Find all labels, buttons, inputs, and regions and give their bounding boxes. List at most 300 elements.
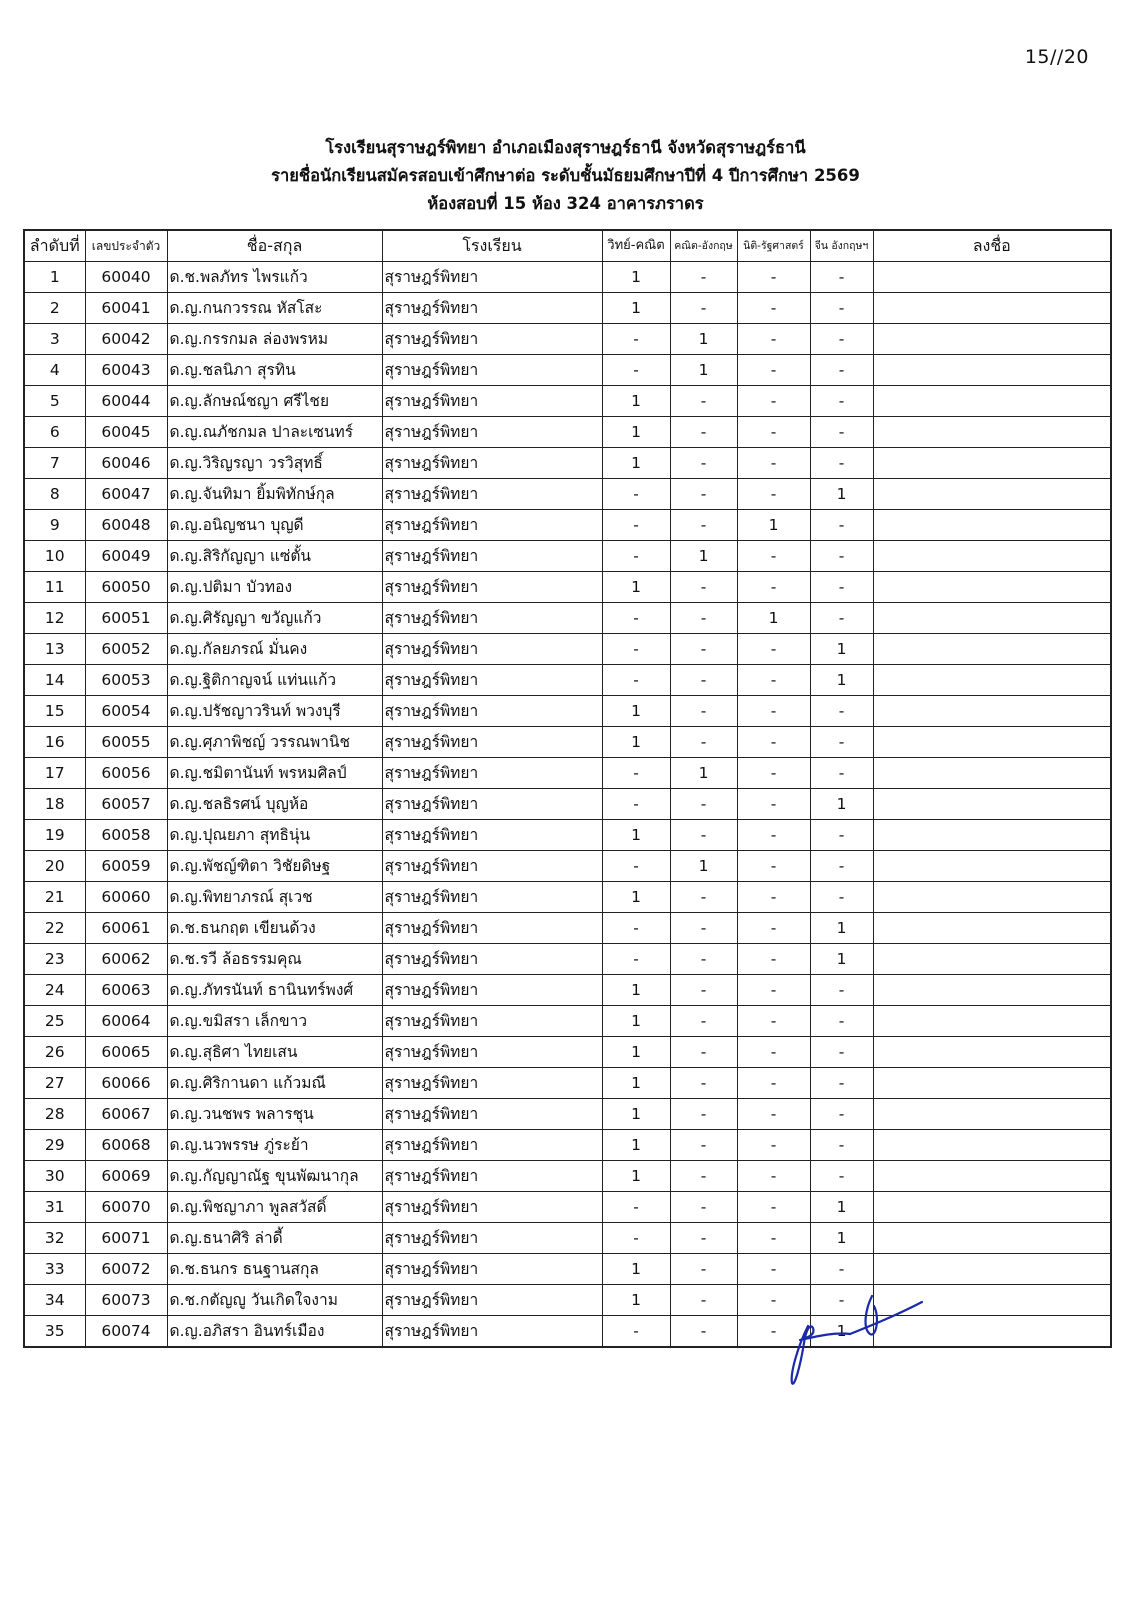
cell-sci-math: 1 (602, 1130, 670, 1161)
table-row (24, 1006, 1111, 1037)
cell-id: 60074 (85, 1316, 167, 1348)
cell-school: สุราษฎร์พิทยา (382, 572, 602, 603)
cell-no: 14 (24, 665, 85, 696)
cell-law-pol: - (737, 1099, 810, 1130)
cell-id: 60059 (85, 851, 167, 882)
cell-law-pol: - (737, 634, 810, 665)
cell-law-pol: - (737, 448, 810, 479)
cell-math-eng: - (670, 913, 737, 944)
cell-sci-math: - (602, 789, 670, 820)
cell-law-pol: - (737, 541, 810, 572)
cell-name: ด.ญ.สุธิศา ไทยเสน (167, 1037, 382, 1068)
cell-no: 2 (24, 293, 85, 324)
table-row (24, 634, 1111, 665)
cell-chn-eng: - (810, 882, 873, 913)
cell-school: สุราษฎร์พิทยา (382, 417, 602, 448)
table-header-row (24, 230, 1111, 262)
table-row (24, 913, 1111, 944)
cell-id: 60049 (85, 541, 167, 572)
cell-id: 60072 (85, 1254, 167, 1285)
cell-name: ด.ญ.อนิญชนา บุญดี (167, 510, 382, 541)
cell-name: ด.ญ.วิริญรญา วรวิสุทธิ์ (167, 448, 382, 479)
cell-name: ด.ญ.กัญญาณัฐ ขุนพัฒนากุล (167, 1161, 382, 1192)
cell-school: สุราษฎร์พิทยา (382, 882, 602, 913)
cell-chn-eng: - (810, 355, 873, 386)
cell-id: 60053 (85, 665, 167, 696)
cell-sign (873, 665, 1111, 696)
cell-law-pol: - (737, 665, 810, 696)
cell-sci-math: 1 (602, 727, 670, 758)
cell-name: ด.ญ.ภัทรนันท์ ธานินทร์พงศ์ (167, 975, 382, 1006)
cell-school: สุราษฎร์พิทยา (382, 479, 602, 510)
cell-law-pol: - (737, 1285, 810, 1316)
cell-law-pol: - (737, 696, 810, 727)
cell-school: สุราษฎร์พิทยา (382, 355, 602, 386)
cell-law-pol: - (737, 293, 810, 324)
cell-sci-math: 1 (602, 975, 670, 1006)
cell-math-eng: - (670, 417, 737, 448)
cell-no: 4 (24, 355, 85, 386)
cell-sign (873, 541, 1111, 572)
cell-id: 60062 (85, 944, 167, 975)
cell-law-pol: - (737, 1130, 810, 1161)
table-row (24, 882, 1111, 913)
cell-sign (873, 386, 1111, 417)
cell-id: 60054 (85, 696, 167, 727)
table-row (24, 1130, 1111, 1161)
cell-chn-eng: - (810, 1285, 873, 1316)
cell-law-pol: - (737, 386, 810, 417)
cell-no: 7 (24, 448, 85, 479)
cell-sci-math: - (602, 1223, 670, 1254)
cell-law-pol: - (737, 820, 810, 851)
cell-law-pol: - (737, 1006, 810, 1037)
cell-sign (873, 882, 1111, 913)
cell-sci-math: - (602, 355, 670, 386)
cell-school: สุราษฎร์พิทยา (382, 603, 602, 634)
cell-sign (873, 293, 1111, 324)
col-header-sign: ลงชื่อ (873, 230, 1111, 262)
cell-name: ด.ญ.ศิริกานดา แก้วมณี (167, 1068, 382, 1099)
cell-id: 60060 (85, 882, 167, 913)
cell-chn-eng: - (810, 1254, 873, 1285)
cell-chn-eng: 1 (810, 789, 873, 820)
cell-id: 60050 (85, 572, 167, 603)
cell-no: 8 (24, 479, 85, 510)
cell-no: 5 (24, 386, 85, 417)
cell-sci-math: - (602, 1192, 670, 1223)
cell-name: ด.ญ.ธนาศิริ ล่าดี้ (167, 1223, 382, 1254)
cell-name: ด.ช.ธนกร ธนฐานสกุล (167, 1254, 382, 1285)
cell-chn-eng: - (810, 758, 873, 789)
cell-law-pol: - (737, 913, 810, 944)
cell-id: 60071 (85, 1223, 167, 1254)
cell-no: 17 (24, 758, 85, 789)
cell-school: สุราษฎร์พิทยา (382, 448, 602, 479)
table-row (24, 572, 1111, 603)
cell-school: สุราษฎร์พิทยา (382, 665, 602, 696)
cell-sign (873, 851, 1111, 882)
cell-chn-eng: 1 (810, 1192, 873, 1223)
col-header-school: โรงเรียน (382, 230, 602, 262)
cell-sign (873, 262, 1111, 293)
cell-law-pol: - (737, 479, 810, 510)
cell-name: ด.ญ.ฐิติกาญจน์ แท่นแก้ว (167, 665, 382, 696)
list-title: รายชื่อนักเรียนสมัครสอบเข้าศึกษาต่อ ระดับชั้นมัธยมศึกษาปีที่ 4 ปีการศึกษา 2569 (271, 166, 860, 185)
cell-no: 9 (24, 510, 85, 541)
col-header-no: ลำดับที่ (24, 230, 85, 262)
cell-id: 60046 (85, 448, 167, 479)
cell-chn-eng: - (810, 541, 873, 572)
cell-school: สุราษฎร์พิทยา (382, 1068, 602, 1099)
cell-id: 60064 (85, 1006, 167, 1037)
table-row (24, 510, 1111, 541)
cell-law-pol: - (737, 758, 810, 789)
cell-chn-eng: - (810, 1068, 873, 1099)
cell-id: 60061 (85, 913, 167, 944)
cell-sign (873, 1285, 1111, 1316)
cell-name: ด.ช.ธนกฤต เขียนด้วง (167, 913, 382, 944)
cell-chn-eng: - (810, 727, 873, 758)
cell-name: ด.ญ.พิชญาภา พูลสวัสดิ์ (167, 1192, 382, 1223)
cell-math-eng: - (670, 1223, 737, 1254)
table-row (24, 1285, 1111, 1316)
cell-no: 12 (24, 603, 85, 634)
table-row (24, 324, 1111, 355)
cell-sign (873, 1223, 1111, 1254)
cell-sign (873, 634, 1111, 665)
cell-chn-eng: - (810, 1099, 873, 1130)
cell-id: 60047 (85, 479, 167, 510)
cell-chn-eng: - (810, 1006, 873, 1037)
cell-sign (873, 1006, 1111, 1037)
cell-sci-math: - (602, 479, 670, 510)
cell-name: ด.ญ.สิริกัญญา แซ่ตั้น (167, 541, 382, 572)
table-row (24, 975, 1111, 1006)
exam-room-title: ห้องสอบที่ 15 ห้อง 324 อาคารภราดร (427, 194, 704, 213)
cell-math-eng: - (670, 1068, 737, 1099)
cell-school: สุราษฎร์พิทยา (382, 913, 602, 944)
cell-chn-eng: - (810, 262, 873, 293)
cell-law-pol: - (737, 944, 810, 975)
table-row (24, 262, 1111, 293)
cell-math-eng: - (670, 1099, 737, 1130)
cell-no: 23 (24, 944, 85, 975)
cell-math-eng: 1 (670, 851, 737, 882)
table-row (24, 727, 1111, 758)
cell-sci-math: - (602, 603, 670, 634)
cell-sign (873, 727, 1111, 758)
cell-school: สุราษฎร์พิทยา (382, 324, 602, 355)
cell-math-eng: 1 (670, 758, 737, 789)
table-row (24, 789, 1111, 820)
cell-sci-math: 1 (602, 572, 670, 603)
cell-law-pol: - (737, 1192, 810, 1223)
cell-law-pol: - (737, 572, 810, 603)
cell-law-pol: - (737, 417, 810, 448)
cell-school: สุราษฎร์พิทยา (382, 789, 602, 820)
col-header-law-pol: นิติ-รัฐศาสตร์ (737, 230, 810, 262)
cell-no: 24 (24, 975, 85, 1006)
table-row (24, 1068, 1111, 1099)
cell-sci-math: 1 (602, 1037, 670, 1068)
cell-chn-eng: - (810, 386, 873, 417)
cell-sign (873, 324, 1111, 355)
cell-no: 3 (24, 324, 85, 355)
cell-sci-math: 1 (602, 696, 670, 727)
cell-school: สุราษฎร์พิทยา (382, 1254, 602, 1285)
cell-name: ด.ญ.ปุณยภา สุทธินุ่น (167, 820, 382, 851)
cell-school: สุราษฎร์พิทยา (382, 727, 602, 758)
cell-school: สุราษฎร์พิทยา (382, 510, 602, 541)
table-row (24, 603, 1111, 634)
cell-name: ด.ญ.พิทยาภรณ์ สุเวช (167, 882, 382, 913)
cell-no: 26 (24, 1037, 85, 1068)
cell-school: สุราษฎร์พิทยา (382, 386, 602, 417)
cell-math-eng: 1 (670, 324, 737, 355)
cell-no: 1 (24, 262, 85, 293)
cell-math-eng: - (670, 789, 737, 820)
cell-math-eng: - (670, 1130, 737, 1161)
cell-math-eng: - (670, 448, 737, 479)
cell-math-eng: - (670, 293, 737, 324)
cell-id: 60063 (85, 975, 167, 1006)
cell-chn-eng: - (810, 603, 873, 634)
cell-sign (873, 603, 1111, 634)
table-row (24, 1254, 1111, 1285)
cell-sign (873, 1037, 1111, 1068)
cell-name: ด.ญ.ขมิสรา เล็กขาว (167, 1006, 382, 1037)
cell-school: สุราษฎร์พิทยา (382, 820, 602, 851)
cell-no: 32 (24, 1223, 85, 1254)
table-row (24, 479, 1111, 510)
cell-sci-math: 1 (602, 1254, 670, 1285)
col-header-chn-eng: จีน อังกฤษฯ (810, 230, 873, 262)
cell-chn-eng: 1 (810, 665, 873, 696)
cell-sign (873, 758, 1111, 789)
cell-chn-eng: - (810, 851, 873, 882)
cell-sci-math: 1 (602, 820, 670, 851)
table-row (24, 696, 1111, 727)
table-row (24, 541, 1111, 572)
cell-chn-eng: 1 (810, 1316, 873, 1348)
table-row (24, 820, 1111, 851)
col-header-sci-math: วิทย์-คณิต (602, 230, 670, 262)
document-heading (0, 134, 1131, 218)
table-row (24, 1192, 1111, 1223)
cell-law-pol: 1 (737, 510, 810, 541)
cell-sign (873, 448, 1111, 479)
cell-school: สุราษฎร์พิทยา (382, 1161, 602, 1192)
cell-sci-math: 1 (602, 386, 670, 417)
cell-chn-eng: - (810, 975, 873, 1006)
cell-id: 60069 (85, 1161, 167, 1192)
cell-school: สุราษฎร์พิทยา (382, 1099, 602, 1130)
cell-sci-math: 1 (602, 1006, 670, 1037)
cell-math-eng: - (670, 1285, 737, 1316)
cell-chn-eng: 1 (810, 944, 873, 975)
cell-sign (873, 789, 1111, 820)
cell-no: 21 (24, 882, 85, 913)
cell-sci-math: 1 (602, 1285, 670, 1316)
cell-math-eng: - (670, 975, 737, 1006)
cell-school: สุราษฎร์พิทยา (382, 1223, 602, 1254)
cell-law-pol: - (737, 727, 810, 758)
cell-id: 60067 (85, 1099, 167, 1130)
cell-sci-math: 1 (602, 417, 670, 448)
cell-school: สุราษฎร์พิทยา (382, 696, 602, 727)
table-body (24, 262, 1111, 1348)
cell-name: ด.ญ.ศิรัญญา ขวัญแก้ว (167, 603, 382, 634)
cell-name: ด.ช.พลภัทร ไพรแก้ว (167, 262, 382, 293)
cell-no: 11 (24, 572, 85, 603)
cell-law-pol: - (737, 324, 810, 355)
cell-school: สุราษฎร์พิทยา (382, 758, 602, 789)
cell-sci-math: 1 (602, 262, 670, 293)
cell-law-pol: - (737, 1223, 810, 1254)
cell-name: ด.ญ.ชมิตานันท์ พรหมศิลป์ (167, 758, 382, 789)
cell-no: 33 (24, 1254, 85, 1285)
cell-school: สุราษฎร์พิทยา (382, 541, 602, 572)
cell-math-eng: - (670, 572, 737, 603)
cell-chn-eng: - (810, 572, 873, 603)
cell-math-eng: - (670, 882, 737, 913)
cell-chn-eng: - (810, 1161, 873, 1192)
cell-sign (873, 975, 1111, 1006)
cell-math-eng: - (670, 634, 737, 665)
cell-sci-math: - (602, 541, 670, 572)
cell-no: 20 (24, 851, 85, 882)
cell-law-pol: - (737, 851, 810, 882)
table-row (24, 851, 1111, 882)
cell-math-eng: - (670, 603, 737, 634)
cell-no: 35 (24, 1316, 85, 1348)
cell-sign (873, 1068, 1111, 1099)
table-row (24, 758, 1111, 789)
cell-sign (873, 479, 1111, 510)
cell-chn-eng: - (810, 1037, 873, 1068)
cell-math-eng: - (670, 696, 737, 727)
cell-sign (873, 417, 1111, 448)
cell-sign (873, 355, 1111, 386)
cell-school: สุราษฎร์พิทยา (382, 634, 602, 665)
cell-id: 60065 (85, 1037, 167, 1068)
cell-law-pol: - (737, 355, 810, 386)
cell-chn-eng: 1 (810, 634, 873, 665)
cell-law-pol: - (737, 789, 810, 820)
cell-name: ด.ญ.ณภัชกมล ปาละเซนทร์ (167, 417, 382, 448)
cell-no: 16 (24, 727, 85, 758)
cell-id: 60043 (85, 355, 167, 386)
cell-school: สุราษฎร์พิทยา (382, 1006, 602, 1037)
cell-law-pol: - (737, 262, 810, 293)
cell-id: 60068 (85, 1130, 167, 1161)
cell-name: ด.ญ.ศุภาพิชญ์ วรรณพานิช (167, 727, 382, 758)
cell-law-pol: - (737, 975, 810, 1006)
cell-sci-math: - (602, 324, 670, 355)
cell-id: 60045 (85, 417, 167, 448)
cell-no: 25 (24, 1006, 85, 1037)
cell-no: 28 (24, 1099, 85, 1130)
cell-school: สุราษฎร์พิทยา (382, 944, 602, 975)
cell-math-eng: - (670, 1254, 737, 1285)
cell-name: ด.ญ.กรรกมล ล่องพรหม (167, 324, 382, 355)
cell-no: 13 (24, 634, 85, 665)
table-row (24, 293, 1111, 324)
cell-sci-math: 1 (602, 882, 670, 913)
cell-sign (873, 820, 1111, 851)
cell-chn-eng: - (810, 324, 873, 355)
cell-sign (873, 696, 1111, 727)
cell-sci-math: - (602, 634, 670, 665)
cell-sci-math: - (602, 1316, 670, 1348)
cell-sci-math: 1 (602, 1099, 670, 1130)
cell-chn-eng: - (810, 417, 873, 448)
cell-law-pol: 1 (737, 603, 810, 634)
cell-id: 60042 (85, 324, 167, 355)
cell-sign (873, 1099, 1111, 1130)
cell-id: 60055 (85, 727, 167, 758)
cell-no: 19 (24, 820, 85, 851)
cell-chn-eng: - (810, 293, 873, 324)
cell-chn-eng: - (810, 696, 873, 727)
cell-math-eng: - (670, 665, 737, 696)
cell-math-eng: - (670, 820, 737, 851)
cell-sci-math: - (602, 758, 670, 789)
cell-school: สุราษฎร์พิทยา (382, 1285, 602, 1316)
cell-name: ด.ญ.ชลธิรศน์ บุญห้อ (167, 789, 382, 820)
cell-chn-eng: - (810, 448, 873, 479)
cell-id: 60052 (85, 634, 167, 665)
table-row (24, 944, 1111, 975)
cell-id: 60044 (85, 386, 167, 417)
table-row (24, 1223, 1111, 1254)
cell-name: ด.ช.กตัญญู วันเกิดใจงาม (167, 1285, 382, 1316)
cell-law-pol: - (737, 1161, 810, 1192)
cell-name: ด.ญ.จันทิมา ยิ้มพิทักษ์กุล (167, 479, 382, 510)
cell-no: 34 (24, 1285, 85, 1316)
cell-name: ด.ญ.นวพรรษ ภู่ระย้า (167, 1130, 382, 1161)
cell-id: 60066 (85, 1068, 167, 1099)
cell-law-pol: - (737, 1037, 810, 1068)
cell-id: 60056 (85, 758, 167, 789)
cell-no: 18 (24, 789, 85, 820)
cell-chn-eng: 1 (810, 1223, 873, 1254)
applicant-table (23, 229, 1112, 1348)
cell-id: 60073 (85, 1285, 167, 1316)
cell-math-eng: - (670, 386, 737, 417)
cell-sci-math: - (602, 913, 670, 944)
cell-math-eng: - (670, 1006, 737, 1037)
cell-id: 60058 (85, 820, 167, 851)
cell-no: 29 (24, 1130, 85, 1161)
table-row (24, 1161, 1111, 1192)
cell-sign (873, 1130, 1111, 1161)
cell-sign (873, 913, 1111, 944)
cell-id: 60048 (85, 510, 167, 541)
cell-no: 27 (24, 1068, 85, 1099)
cell-name: ด.ญ.ชลนิภา สุรทิน (167, 355, 382, 386)
cell-no: 31 (24, 1192, 85, 1223)
table-row (24, 448, 1111, 479)
cell-sign (873, 1316, 1111, 1348)
cell-name: ด.ญ.ปติมา บัวทอง (167, 572, 382, 603)
cell-sci-math: - (602, 510, 670, 541)
cell-math-eng: 1 (670, 355, 737, 386)
cell-school: สุราษฎร์พิทยา (382, 975, 602, 1006)
cell-name: ด.ญ.วนชพร พลารชุน (167, 1099, 382, 1130)
cell-law-pol: - (737, 1068, 810, 1099)
